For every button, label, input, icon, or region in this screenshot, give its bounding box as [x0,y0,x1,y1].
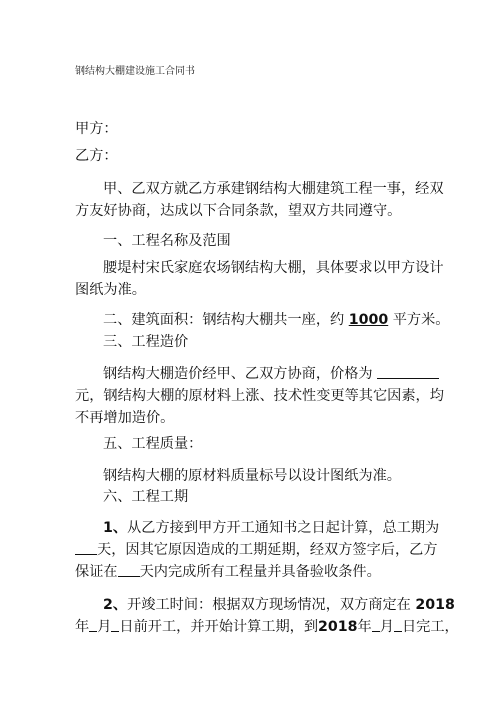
end-year: 2018 [318,619,358,635]
item-2-line-1 [103,594,463,616]
item-2-year-label-2: 年 [357,619,372,635]
item-1-text-3b: 天内完成所有工程量并具备验收条件。 [139,564,381,580]
section-2-prefix: 二、建筑面积：钢结构大棚共一座，约 [103,312,345,328]
section-3-line-1 [103,363,463,385]
item-1-number: 1、 [103,520,128,536]
section-2-suffix: 平方米。 [392,312,450,328]
item-1-text-1: 从乙方接到甲方开工通知书之日起计算，总工期为 [127,520,440,536]
intro-line-2: 方友好协商，达成以下合同条款，望双方共同遵守。 [75,203,402,219]
end-day-blank [394,617,402,632]
end-month-blank [372,617,380,632]
item-2-month-label-1: 月 [97,619,112,635]
section-1-line-1: 腰堤村宋氏家庭农场钢结构大棚，具体要求以甲方设计 [103,260,444,276]
item-2-text-3: 日完工， [401,619,459,635]
item-2-year-label-1: 年 [75,619,90,635]
section-3-prefix: 钢结构大棚造价经甲、乙双方协商，价格为 [103,366,373,382]
price-blank [377,364,439,379]
section-3-line-3: 不再增加造价。 [75,410,175,426]
document-header: 钢结构大棚建设施工合同书 [75,66,195,77]
item-1-text-3a: 保证在 [75,564,118,580]
area-value: 1000 [348,312,389,328]
section-1-line-2: 图纸为准。 [75,282,146,298]
extension-days-blank [118,562,140,577]
intro-line-1: 甲、乙双方就乙方承建钢结构大棚建筑工程一事，经双 [103,181,444,197]
item-2-number: 2、 [103,597,128,613]
item-2-text-2: 日前开工，并开始计算工期，到 [119,619,319,635]
item-2-text-1: 开竣工时间：根据双方现场情况，双方商定在 [127,597,411,613]
item-2-month-label-2: 月 [379,619,394,635]
total-days-blank [75,540,97,555]
section-3-heading: 三、工程造价 [103,334,189,350]
section-5-line-1: 钢结构大棚的原材料质量标号以设计图纸为准。 [103,468,401,484]
item-1-text-2: 天，因其它原因造成的工期延期，经双方签字后，乙方 [97,542,438,558]
start-month-blank [89,617,97,632]
section-5-heading: 五、工程质量： [103,436,203,452]
party-a-label: 甲方： [75,121,118,137]
item-2-line-2 [75,616,459,638]
section-1-heading: 一、工程名称及范围 [103,233,231,249]
section-6-heading: 六、工程工期 [103,489,189,505]
section-3-line-2: 元，钢结构大棚的原材料上涨、技术性变更等其它因素，均 [75,388,444,404]
item-1-line-2 [75,539,438,561]
party-b-label: 乙方： [75,148,118,164]
item-1-line-1 [103,517,463,539]
section-2-line [103,309,463,331]
start-year: 2018 [415,597,455,613]
item-1-line-3 [75,561,435,583]
